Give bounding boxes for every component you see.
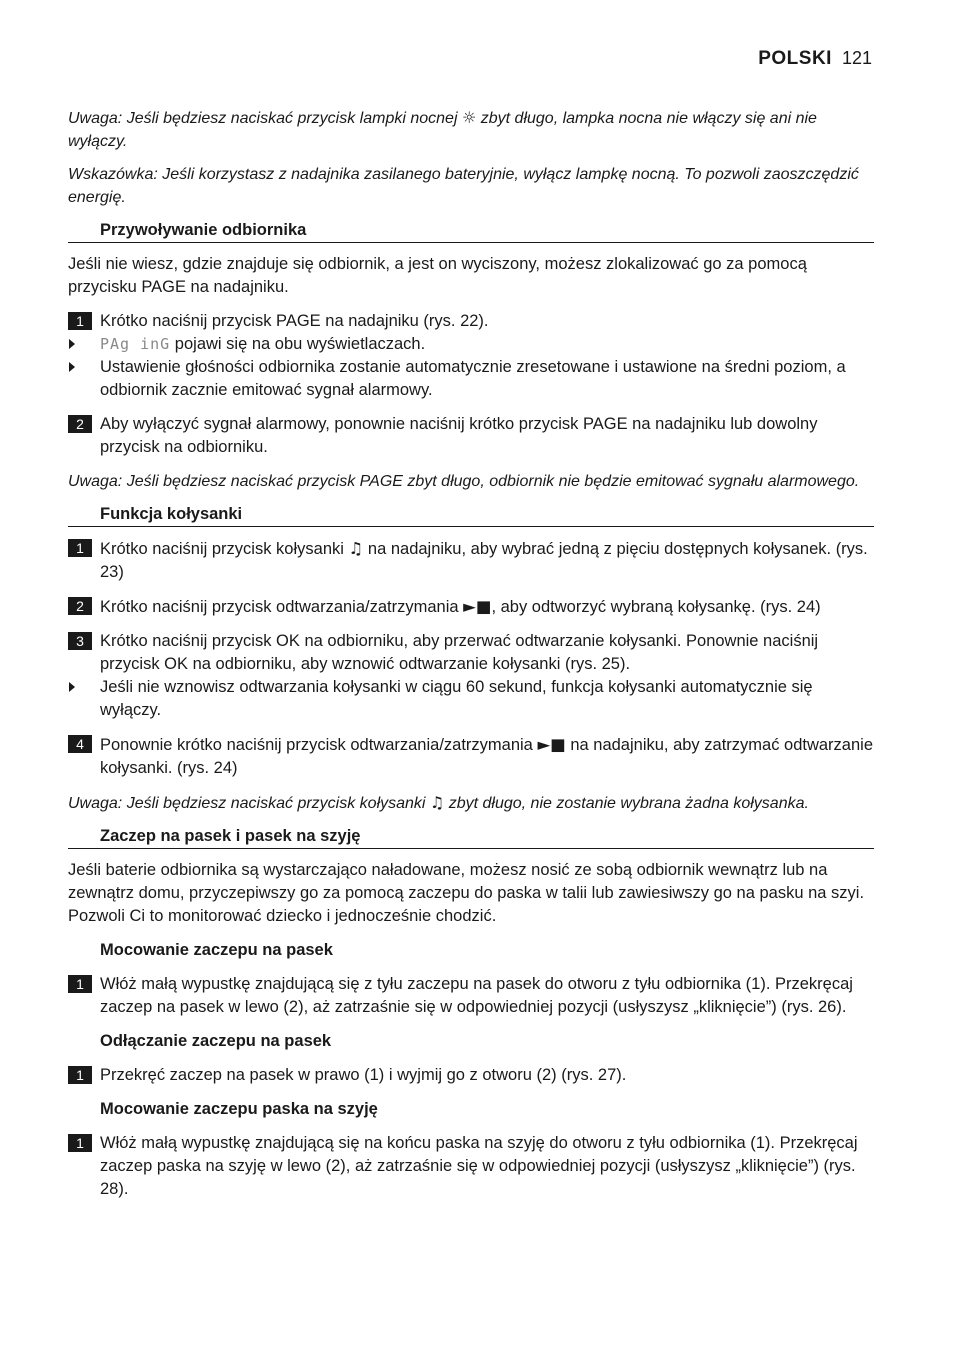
step-number: 2 bbox=[68, 415, 92, 433]
step-text: Krótko naciśnij przycisk OK na odbiorniku, aby przerwać odtwarzanie kołysanki. Ponownie naciśnij przycisk OK na odbiorniku, aby wznowić odtwarzanie kołysanki (rys. 25). bbox=[100, 632, 819, 673]
page-content bbox=[68, 106, 874, 1201]
step-text: Włóż małą wypustkę znajdującą się z tyłu zaczepu na pasek do otworu z tyłu odbiornika (1). Przekręcaj zaczep na pasek w lewo (2), aż zatrzaśnie się w odpowiedniej pozycji (usłyszysz „kliknięcie”) (rys. 26). bbox=[100, 975, 853, 1016]
detach-belt-clip-step-1 bbox=[68, 1064, 874, 1087]
note-night-light: Uwaga: Jeśli będziesz naciskać przycisk lampki nocnej ☼ zbyt długo, lampka nocna nie włączy się ani nie wyłączy. bbox=[68, 108, 817, 150]
step-number: 3 bbox=[68, 632, 92, 650]
paging-bullet-1: PAg inG pojawi się na obu wyświetlaczach. bbox=[68, 333, 874, 356]
step-number: 1 bbox=[68, 312, 92, 330]
lullaby-step-3 bbox=[68, 630, 874, 676]
paging-bullet-2: Ustawienie głośności odbiornika zostanie automatycznie zresetowane i ustawione na średni poziom, a odbiornik zacznie emitować sygnał alarmowy. bbox=[68, 356, 874, 402]
step-number: 1 bbox=[68, 1066, 92, 1084]
note-lullaby: Uwaga: Jeśli będziesz naciskać przycisk kołysanki ♫ zbyt długo, nie zostanie wybrana żadna kołysanka. bbox=[68, 793, 809, 812]
step-number: 1 bbox=[68, 539, 92, 557]
page-number: 121 bbox=[841, 48, 872, 68]
tip-battery: Wskazówka: Jeśli korzystasz z nadajnika zasilanego bateryjnie, wyłącz lampkę nocną. To pozwoli zaoszczędzić energię. bbox=[68, 166, 859, 206]
night-light-icon: ☼ bbox=[461, 108, 477, 127]
lullaby-step-1 bbox=[68, 537, 874, 584]
step-number: 1 bbox=[68, 975, 92, 993]
page-header bbox=[758, 48, 872, 70]
bullet-arrow-icon bbox=[68, 676, 100, 722]
step-text: Ponownie krótko naciśnij przycisk odtwarzania/zatrzymania ►■ na nadajniku, aby zatrzymać odtwarzanie kołysanki. (rys. 24) bbox=[100, 735, 873, 777]
step-number: 2 bbox=[68, 597, 92, 615]
step-text: Aby wyłączyć sygnał alarmowy, ponownie naciśnij krótko przycisk PAGE na nadajniku lub dowolny przycisk na odbiorniku. bbox=[100, 415, 818, 456]
lullaby-bullet-1: Jeśli nie wznowisz odtwarzania kołysanki w ciągu 60 sekund, funkcja kołysanki automatycznie się wyłączy. bbox=[68, 676, 874, 722]
paging-step-2 bbox=[68, 413, 874, 459]
paging-intro: Jeśli nie wiesz, gdzie znajduje się odbiornik, a jest on wyciszony, możesz zlokalizować go za pomocą przycisku PAGE na nadajniku. bbox=[68, 255, 807, 296]
step-text: Krótko naciśnij przycisk PAGE na nadajniku (rys. 22). bbox=[100, 312, 489, 330]
neck-cord-step-1 bbox=[68, 1132, 874, 1201]
lullaby-icon: ♫ bbox=[348, 539, 364, 558]
play-stop-icon: ►■ bbox=[463, 597, 492, 616]
step-text: Krótko naciśnij przycisk kołysanki ♫ na nadajniku, aby wybrać jedną z pięciu dostępnych kołysanek. (rys. 23) bbox=[100, 539, 868, 581]
step-number: 1 bbox=[68, 1134, 92, 1152]
clip-intro: Jeśli baterie odbiornika są wystarczająco naładowane, możesz nosić ze sobą odbiornik wewnątrz lub na zewnątrz domu, przyczepiwszy go za pomocą zaczepu do paska w talii lub zawiesiwszy go na pasku na szyi. Pozwoli Ci to monitorować dziecko i jednocześnie chodzić. bbox=[68, 861, 865, 925]
lcd-paging-text: PAg inG bbox=[100, 335, 171, 353]
subheading-detach-belt-clip: Odłączanie zaczepu na pasek bbox=[100, 1032, 332, 1050]
lullaby-step-2 bbox=[68, 595, 874, 619]
paging-step-1 bbox=[68, 310, 874, 333]
heading-paging: Przywoływanie odbiornika bbox=[68, 219, 874, 243]
heading-lullaby: Funkcja kołysanki bbox=[68, 503, 874, 527]
heading-clip: Zaczep na pasek i pasek na szyję bbox=[68, 825, 874, 849]
step-number: 4 bbox=[68, 735, 92, 753]
lullaby-step-4 bbox=[68, 733, 874, 780]
step-text: Krótko naciśnij przycisk odtwarzania/zatrzymania ►■, aby odtworzyć wybraną kołysankę. (rys. 24) bbox=[100, 597, 821, 616]
language-label: POLSKI bbox=[758, 48, 832, 69]
step-text: Włóż małą wypustkę znajdującą się na końcu paska na szyję do otworu z tyłu odbiornika (1). Przekręcaj zaczep paska na szyję w lewo (2), aż zatrzaśnie się w odpowiedniej pozycji (usłyszysz „kliknięcie”) (rys. 28). bbox=[100, 1134, 858, 1198]
bullet-arrow-icon bbox=[68, 356, 100, 402]
step-text: Przekręć zaczep na pasek w prawo (1) i wyjmij go z otworu (2) (rys. 27). bbox=[100, 1066, 627, 1084]
subheading-attach-belt-clip: Mocowanie zaczepu na pasek bbox=[100, 941, 333, 959]
lullaby-icon: ♫ bbox=[429, 793, 445, 812]
note-paging: Uwaga: Jeśli będziesz naciskać przycisk PAGE zbyt długo, odbiornik nie będzie emitować sygnału alarmowego. bbox=[68, 473, 860, 490]
play-stop-icon: ►■ bbox=[537, 735, 566, 754]
bullet-arrow-icon bbox=[68, 333, 100, 356]
subheading-neck-cord: Mocowanie zaczepu paska na szyję bbox=[100, 1100, 378, 1118]
attach-belt-clip-step-1 bbox=[68, 973, 874, 1019]
